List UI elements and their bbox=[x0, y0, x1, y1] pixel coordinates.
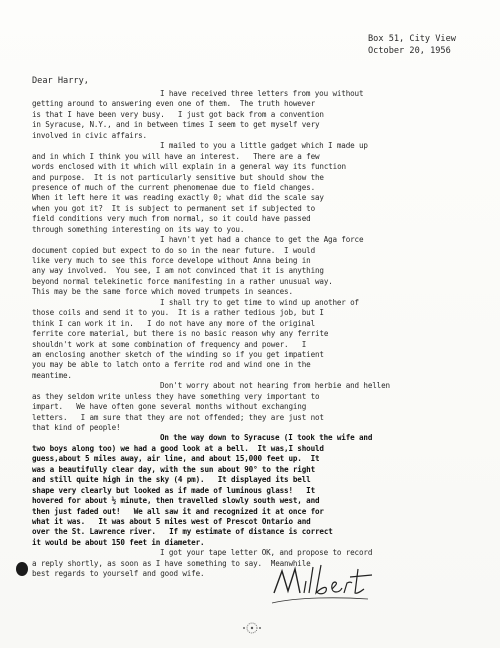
salutation: Dear Harry, bbox=[32, 76, 89, 86]
letter-line: it would be about 150 feet in diameter. bbox=[32, 537, 205, 547]
letter-line: impart. We have often gone several months without exchanging bbox=[32, 402, 307, 412]
letter-line: and purpose. It is not particularly sensitive but should show the bbox=[32, 172, 324, 182]
letter-line: that kind of people! bbox=[32, 423, 121, 432]
letter-line: document copied but expect to do so in the near future. I would bbox=[32, 245, 315, 255]
letter-line: best regards to yourself and good wife. bbox=[32, 569, 205, 579]
letter-line: involved in civic affairs. bbox=[32, 130, 147, 140]
letter-line: I got your tape letter OK, and propose to record bbox=[160, 548, 373, 558]
punch-hole bbox=[16, 562, 28, 576]
letter-line: any way involved. You see, I am not convinced that it is anything bbox=[32, 266, 324, 276]
letter-line: field conditions very much from normal, so it could have passed bbox=[32, 214, 311, 224]
letter-line: I have received three letters from you without bbox=[160, 89, 364, 98]
letter-line: meantime. bbox=[32, 370, 72, 380]
letter-line: I mailed to you a little gadget which I made up bbox=[160, 141, 368, 151]
letter-line: like very much to see this force develope without Anna being in bbox=[32, 256, 311, 265]
letter-body bbox=[32, 89, 492, 580]
handwritten-signature bbox=[268, 563, 378, 609]
letter-line: When it left here it was reading exactly 0; what did the scale say bbox=[32, 193, 324, 203]
letter-line: think I can work it in. I do not have any more of the original bbox=[32, 318, 315, 328]
letter-line: beyond normal telekinetic force manifesting in a rather unusual way. bbox=[32, 276, 333, 286]
letter-line: you may be able to latch onto a ferrite rod and wind one in the bbox=[32, 360, 311, 370]
letter-date: October 20, 1956 bbox=[368, 46, 451, 56]
letter-line: am enclosing another sketch of the winding so if you get impatient bbox=[32, 349, 324, 359]
letter-line: getting around to answering even one of them. The truth however bbox=[32, 99, 315, 109]
letter-line: This may be the same force which moved trumpets in seances. bbox=[32, 287, 293, 297]
letter-line: over the St. Lawrence river. If my estimate of distance is correct bbox=[32, 527, 333, 537]
letter-line: those coils and send it to you. It is a rather tedious job, but I bbox=[32, 308, 324, 318]
letter-line: ferrite core material, but there is no basic reason why any ferrite bbox=[32, 329, 329, 339]
letter-line: I shall try to get time to wind up another of bbox=[160, 297, 359, 307]
letter-line: as they seldom write unless they have something very important to bbox=[32, 391, 320, 401]
letter-line: when you got it? It is subject to permanent set if subjected to bbox=[32, 203, 315, 213]
letter-line: words enclosed with it which will explain in a general way its function bbox=[32, 162, 346, 172]
letter-line: then just faded out! We all saw it and recognized it at once for bbox=[32, 506, 324, 516]
letter-line: through something interesting on its way to you. bbox=[32, 224, 245, 234]
sender-address: Box 51, City View bbox=[368, 34, 456, 44]
letter-line: Don't worry about not hearing from herbie and hellen bbox=[160, 381, 390, 391]
letter-line: and still quite high in the sky (4 pm). It displayed its bell bbox=[32, 475, 311, 485]
letter-line: On the way down to Syracuse (I took the wife and bbox=[160, 433, 373, 443]
letter-line: shape very clearly but looked as if made of luminous glass! It bbox=[32, 485, 315, 495]
letter-line: two boys along too) we had a good look at a bell. It was,I should bbox=[32, 443, 324, 453]
letter-line: shouldn't work at some combination of frequency and power. I bbox=[32, 339, 307, 349]
letter-line: and in which I think you will have an interest. There are a few bbox=[32, 151, 320, 161]
letter-line: guess,about 5 miles away, air line, and about 15,000 feet up. It bbox=[32, 454, 320, 464]
letter-line: hovered for about ½ minute, then travelled slowly south west, and bbox=[32, 496, 320, 506]
letter-line: a reply shortly, as soon as I have something to say. Meanwhile bbox=[32, 558, 311, 568]
letter-line: is that I have been very busy. I just got back from a convention bbox=[32, 109, 324, 119]
letter-line: presence of much of the current phenomenae due to field changes. bbox=[32, 182, 315, 192]
letter-line: in Syracuse, N.Y., and in between times I seem to get myself very bbox=[32, 120, 320, 130]
letter-line: was a beautifully clear day, with the sun about 90° to the right bbox=[32, 464, 315, 474]
letter-line: letters. I am sure that they are not offended; they are just not bbox=[32, 412, 324, 422]
letter-line: I havn't yet had a chance to get the Aga force bbox=[160, 235, 364, 245]
decorative-ornament bbox=[238, 620, 266, 636]
letter-line: what it was. It was about 5 miles west of Prescot Ontario and bbox=[32, 516, 311, 526]
